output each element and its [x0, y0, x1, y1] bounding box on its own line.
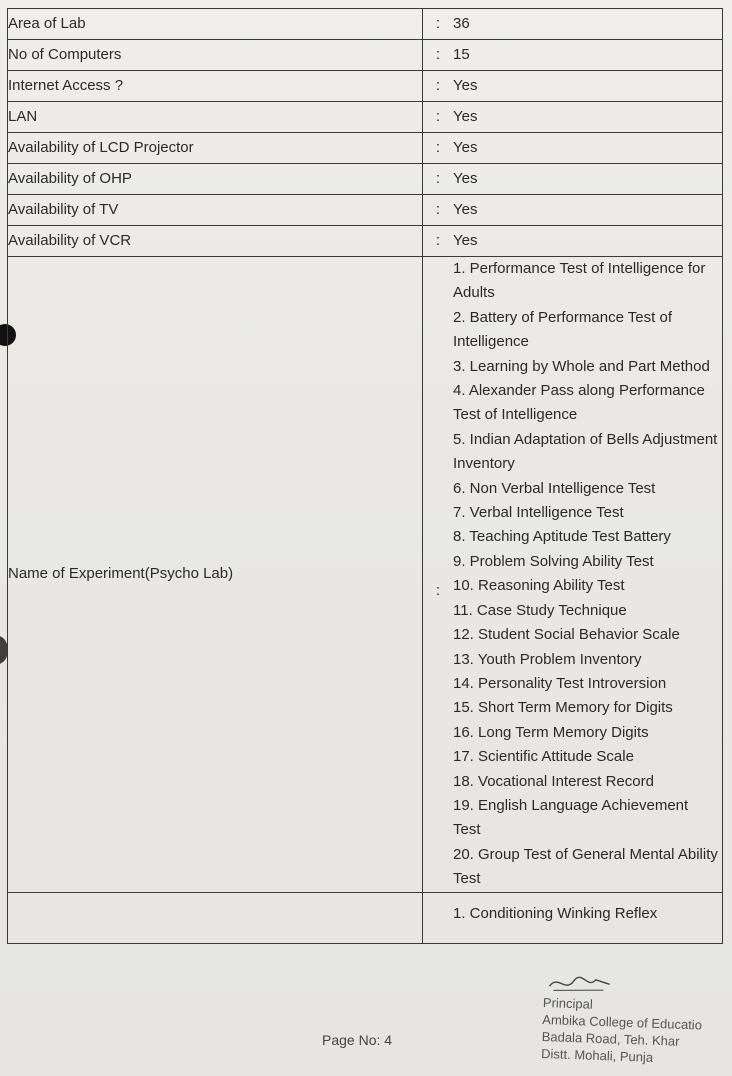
list-item: 3. Learning by Whole and Part Method [453, 357, 710, 375]
row-label: Availability of VCR [8, 226, 423, 257]
row-value: Yes [453, 231, 478, 249]
list-item: 1. Performance Test of Intelligence for Adults [453, 260, 706, 302]
list-item: 8. Teaching Aptitude Test Battery [453, 528, 671, 546]
table-row [8, 102, 723, 133]
list-item: 11. Case Study Technique [453, 601, 627, 619]
table-row [8, 71, 723, 102]
row-value: 36 [453, 14, 470, 32]
list-item: 18. Vocational Interest Record [453, 772, 654, 790]
colon-separator: : [435, 200, 441, 218]
list-item: 9. Problem Solving Ability Test [453, 552, 654, 570]
colon-separator: : [435, 169, 441, 187]
page-number: Page No: 4 [322, 1032, 393, 1048]
colon-separator: : [435, 138, 441, 156]
lab-details-table [7, 8, 723, 944]
list-item: 15. Short Term Memory for Digits [453, 699, 673, 717]
colon-separator: : [435, 107, 441, 125]
list-item: 10. Reasoning Ability Test [453, 577, 625, 595]
row-value: Yes [453, 200, 478, 218]
row-value: Yes [453, 138, 478, 156]
stamp-line-2: Badala Road, Teh. Khar [541, 1028, 680, 1049]
table-row [8, 40, 723, 71]
row-label: Area of Lab [8, 9, 423, 40]
row-value: Yes [453, 169, 478, 187]
next-experiment-item: 1. Conditioning Winking Reflex [453, 904, 658, 922]
stamp-line-3: Distt. Mohali, Punja [540, 1045, 654, 1065]
colon-separator: : [435, 14, 441, 32]
table-row [8, 9, 723, 40]
table-row [8, 133, 723, 164]
list-item: 5. Indian Adaptation of Bells Adjustment Inventory [453, 430, 718, 473]
colon-separator: : [435, 582, 441, 599]
list-item: 4. Alexander Pass along Performance Test of Intelligence [453, 382, 705, 424]
row-label: Availability of LCD Projector [8, 133, 423, 164]
row-value: Yes [453, 76, 478, 94]
experiments-label: Name of Experiment(Psycho Lab) [8, 257, 423, 893]
row-label: No of Computers [8, 40, 423, 71]
experiments-row [8, 257, 723, 893]
colon-separator: : [435, 76, 441, 94]
list-item: 17. Scientific Attitude Scale [453, 748, 634, 766]
list-item: 6. Non Verbal Intelligence Test [453, 479, 656, 497]
row-value: Yes [453, 107, 478, 125]
experiments-list [453, 257, 722, 892]
row-label: Availability of OHP [8, 164, 423, 195]
list-item: 20. Group Test of General Mental Ability Test [453, 845, 718, 888]
row-label-empty [8, 892, 423, 943]
principal-stamp [541, 972, 732, 1069]
row-label: Internet Access ? [8, 71, 423, 102]
list-item: 14. Personality Test Introversion [453, 674, 667, 692]
list-item: 12. Student Social Behavior Scale [453, 626, 680, 644]
list-item: 16. Long Term Memory Digits [453, 723, 649, 741]
row-label: Availability of TV [8, 195, 423, 226]
colon-separator: : [435, 231, 441, 249]
table-row [8, 164, 723, 195]
stamp-line-1: Ambika College of Educatio [542, 1011, 703, 1033]
list-item: 19. English Language Achievement Test [453, 796, 689, 839]
row-label: LAN [8, 102, 423, 133]
table-row [8, 195, 723, 226]
table-row [8, 226, 723, 257]
signature-icon [543, 972, 614, 996]
row-value: 15 [453, 45, 470, 63]
list-item: 13. Youth Problem Inventory [453, 650, 642, 668]
colon-separator: : [435, 45, 441, 63]
stamp-title: Principal [542, 994, 594, 1012]
list-item: 7. Verbal Intelligence Test [453, 504, 624, 522]
list-item: 2. Battery of Performance Test of Intelligence [453, 308, 672, 351]
table-row [8, 892, 723, 943]
